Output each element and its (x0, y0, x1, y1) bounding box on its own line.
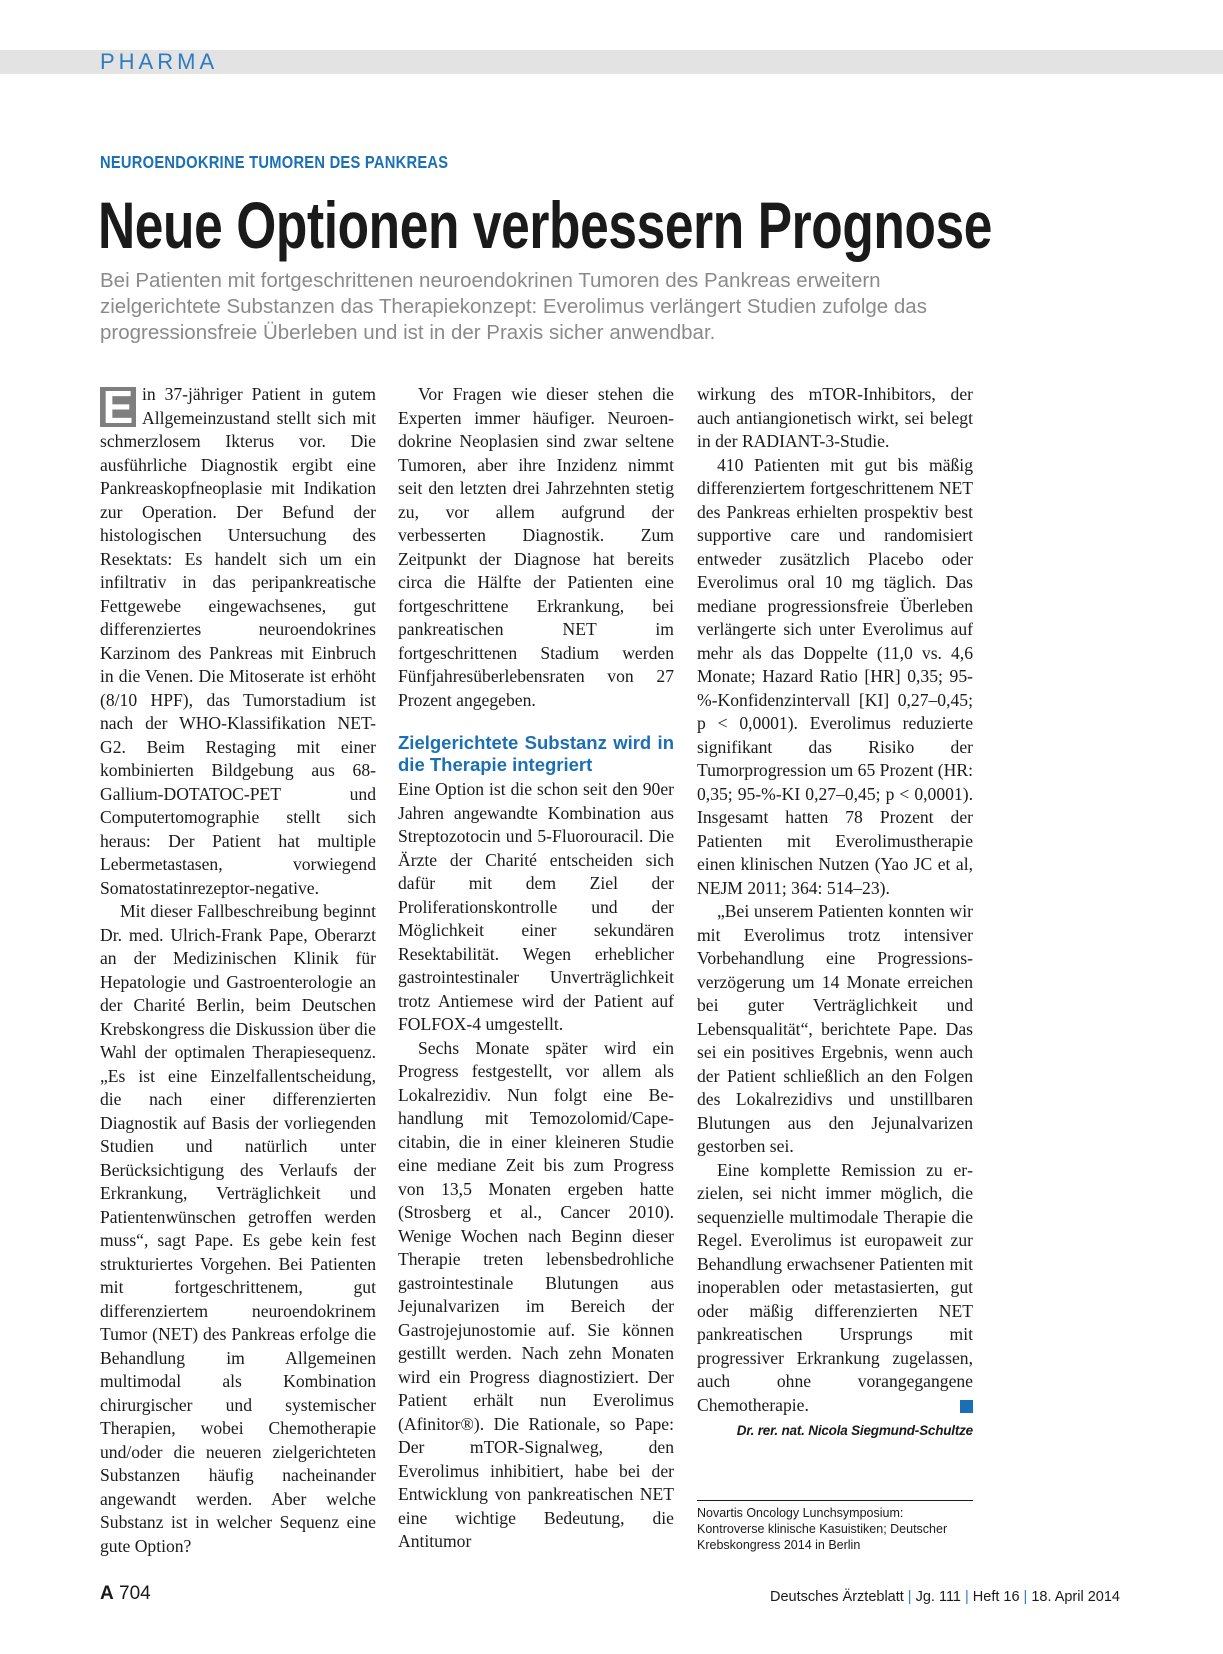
text-column-2 (398, 383, 674, 1554)
article-kicker: NEUROENDOKRINE TUMOREN DES PANKREAS (100, 152, 449, 172)
paragraph: „Bei unserem Patienten konnten wir mit Everolimus trotz intensiver Vorbehandlung eine Progressionsverzögerung um 14 Monate erreichen bei guter Verträglichkeit und Lebensqualität“, berichtete Pape. Das sei ein positives Ergebnis, wenn auch der Patient schließlich an den Folgen des Lokalrezidivs und unstillbaren Blutungen aus den Jejunalvarizen gestorben sei. (697, 901, 973, 1156)
paragraph: 410 Patienten mit gut bis mäßig differenziertem fortgeschrittenem NET des Pankreas erhielten prospektiv best supportive care und randomisiert entweder zusätzlich Placebo oder Everolimus oral 10 mg täglich. Das mediane progressionsfreie Überleben verlängerte sich unter Everolimus auf mehr als das Doppelte (11,0 vs. 4,6 Monate; Hazard Ratio [HR] 0,35; 95-%-Konfidenzintervall [KI] 0,27–0,45; p < 0,0001). Everolimus reduzierte signifikant das Risiko der Tumorprogression um 65 Prozent (HR: 0,35; 95-%-KI 0,27–0,45; p < 0,0001). Insgesamt hatten 78 Prozent der Patienten mit Everolimustherapie einen klinischen Nutzen (Yao JC et al, NEJM 2011; 364: 514–23). (697, 454, 973, 898)
paragraph-text: in 37-jähriger Patient in gutem Allgemeinzustand stellt sich mit schmerzlosem Ikterus vor. Die ausführliche Diagnostik ergibt eine Pankreaskopfneoplasie mit Indikation zur Operation. Der Befund der histologischen Untersuchung des Resektats: Es handelt sich um ein infiltrativ in das peripankreatische Fettgewebe eingewachsenes, gut differenziertes neuroendokrines Karzinom des Pankreas mit Einbruch in die Venen. Die Mitoserate ist erhöht (8/10 HPF), das Tumorstadium ist nach der WHO-Klassifikation NET-G2. Beim Restaging mit einer kombinierten Bildgebung aus 68-Gallium-DOTATOC-PET und Computertomographie stellt sich heraus: Der Patient hat multiple Lebermetastasen, vorwiegend Somatostatinrezeptor-negative. (100, 384, 376, 898)
separator: | (907, 1589, 912, 1605)
paragraph: Vor Fragen wie dieser stehen die Experten immer häufiger. Neuroendokrine Neoplasien sind zwar seltene Tumoren, aber ihre Inzidenz nimmt seit den letzten drei Jahrzehnten stetig zu, vor allem aufgrund der verbesserten Diagnostik. Zum Zeitpunkt der Diagnose hat bereits circa die Hälfte der Patienten eine fortgeschrittene Erkrankung, bei pankreatischen NET im fortgeschrittenen Stadium werden Fünfjahresüberlebensraten von 27 Prozent angegeben. (398, 384, 674, 710)
lead-text: Bei Patienten mit fortgeschrittenen neuroendokrinen Tumoren des Pankreas erweitern zielgerichtete Substanzen das Therapiekonzept: Everolimus verlängert Studien zufolge das progressionsfreie Überleben und ist in der Praxis sicher anwendbar. (100, 269, 927, 344)
journal-issue: Heft 16 (972, 1589, 1020, 1605)
journal-date: 18. April 2014 (1031, 1589, 1120, 1605)
separator: | (965, 1589, 969, 1605)
paragraph: wirkung des mTOR-Inhibitors, der auch antiangionetisch wirkt, sei belegt in der RADIANT-3-Studie. (697, 384, 973, 451)
text-column-1 (100, 383, 376, 1558)
end-mark-icon (960, 1400, 973, 1413)
publication-info (770, 1589, 1120, 1605)
article-lead (100, 268, 1000, 346)
source-note: Novartis Oncology Lunchsymposium: Kontroverse klinische Kasuistiken; Deutscher Krebskongress 2014 in Berlin (697, 1500, 973, 1553)
section-label: PHARMA (100, 49, 219, 74)
separator: | (1023, 1589, 1028, 1605)
paragraph-text: Eine komplette Remission zu erzielen, sei nicht immer möglich, die sequenzielle multimodale Therapie die Regel. Everolimus ist europaweit zur Behandlung erwachsener Patienten mit inoperablen oder metastasierten, gut oder mäßig differenzierten NET pankreatischen Ursprungs mit progressiver Erkrankung zugelassen, auch ohne vorangegangene Chemotherapie. (697, 1159, 973, 1415)
paragraph (697, 1159, 973, 1418)
paragraph (100, 383, 376, 900)
paragraph: Eine Option ist die schon seit den 90er Jahren angewandte Kombination aus Streptozotocin und 5-Fluorouracil. Die Ärzte der Charité entscheiden sich dafür mit dem Ziel der Proliferationskontrolle und der Möglichkeit einer sekundären Resektabilität. Wegen erheblicher gastrointestinaler Unverträglichkeit trotz Antiemese wird der Patient auf FOLFOX-4 umgestellt. (398, 779, 674, 1034)
page-number (100, 1583, 151, 1605)
drop-cap: E (100, 387, 136, 427)
article-title: Neue Optionen verbessern Prognose (98, 188, 992, 262)
journal-volume: Jg. 111 (915, 1589, 961, 1605)
text-column-3 (697, 383, 973, 1443)
paragraph: Mit dieser Fallbeschreibung beginnt Dr. med. Ulrich-Frank Pape, Oberarzt an der Medizinischen Klinik für Hepatologie und Gastroenterologie an der Charité Berlin, beim Deutschen Krebskongress die Diskussion über die Wahl der optimalen Therapiesequenz. „Es ist eine Einzelfallentscheidung, die nach einer differenzierten Diagnostik auf Basis der vorliegenden Studien und natürlich unter Berücksichtigung des Verlaufs der Erkrankung, Verträglichkeit und Patientenwünschen getroffen werden muss“, sagt Pape. Es gebe kein fest strukturiertes Vorgehen. Bei Patienten mit fortgeschrittenem, gut differenziertem neuroendokrinem Tumor (NET) des Pankreas erfolge die Behandlung im Allgemeinen multimodal als Kombination chirurgischer und systemischer Therapien, wobei Chemotherapie und/oder die neueren zielgerichteten Substanzen häufig nacheinander angewandt werden. Aber welche Substanz ist in welcher Sequenz eine gute Option? (100, 901, 376, 1556)
section-subhead: Zielgerichtete Substanz wird in die Therapie integriert (398, 732, 674, 775)
page-prefix: A (100, 1583, 114, 1604)
page-number-value: 704 (119, 1583, 151, 1604)
paragraph: Sechs Monate später wird ein Progress festgestellt, vor allem als Lokalrezidiv. Nun folgt eine Behandlung mit Temozolomid/Capecitabin, die in einer kleineren Studie eine mediane Zeit bis zum Progress von 13,5 Monaten ergeben hatte (Strosberg et al., Cancer 2010). Wenige Wochen nach Beginn dieser Therapie treten lebensbedrohliche gastrointestinale Blutungen aus Jejunalvarizen im Bereich der Gastrojejunostomie auf. Sie können gestillt werden. Nach zehn Monaten wird ein Progress diagnostiziert. Der Patient erhält nun Everolimus (Afinitor®). Die Rationale, so Pape: Der mTOR-Signalweg, den Everolimus inhibitiert, habe bei der Entwicklung von pankreatischen NET eine wichtige Bedeutung, die Antitumor (398, 1037, 674, 1551)
article-author: Dr. rer. nat. Nicola Siegmund-Schultze (736, 1423, 973, 1438)
journal-name: Deutsches Ärzteblatt (770, 1589, 904, 1605)
